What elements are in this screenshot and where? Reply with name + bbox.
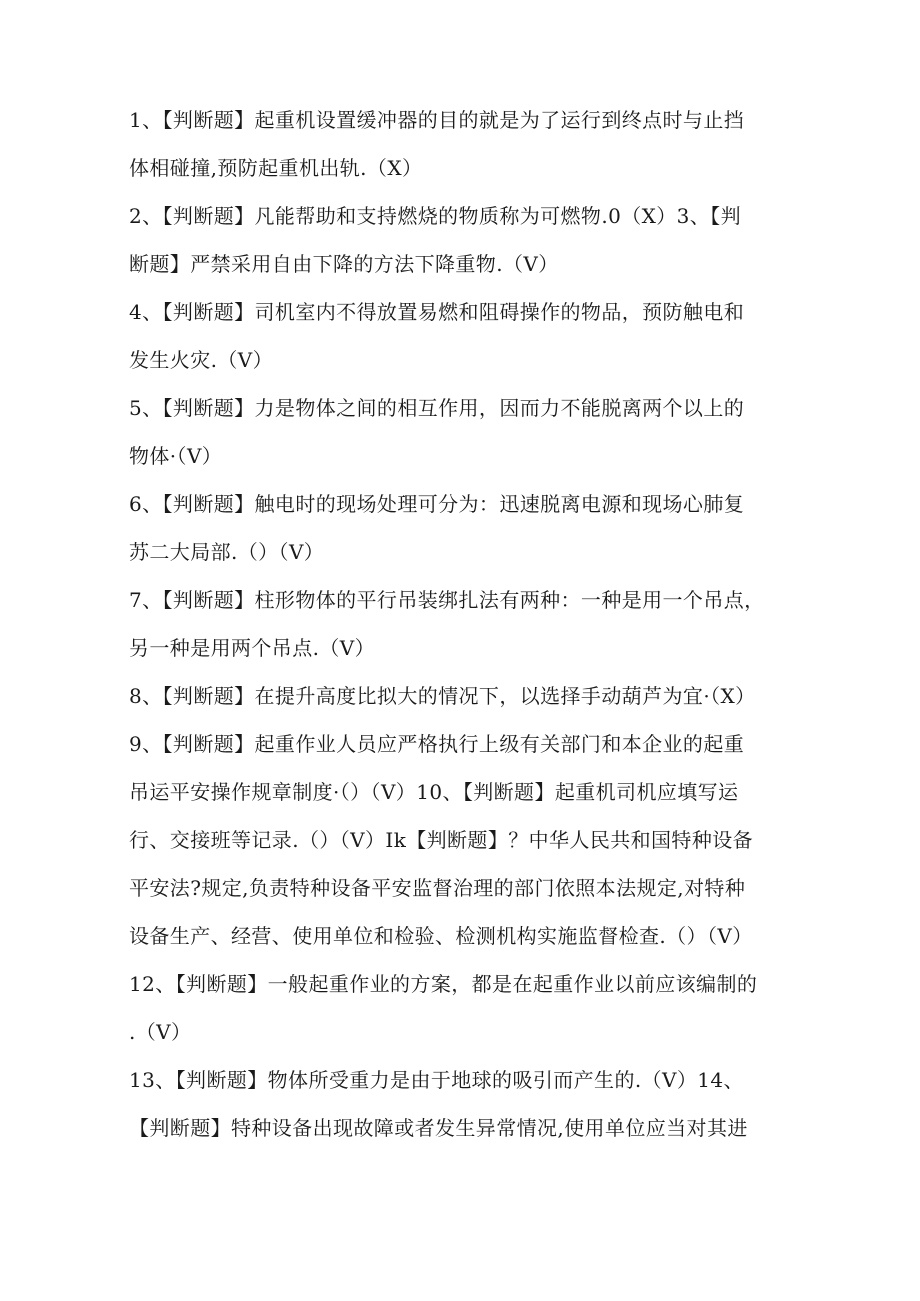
text-line: 吊运平安操作规章制度·（）（V）10、【判断题】起重机司机应填写运 <box>129 780 739 804</box>
text-line: 6、【判断题】触电时的现场处理可分为：迅速脱离电源和现场心肺复 <box>129 492 745 516</box>
text-line: 设备生产、经营、使用单位和检验、检测机构实施监督检查.（）（V） <box>129 924 753 948</box>
text-line: 2、【判断题】凡能帮助和支持燃烧的物质称为可燃物.0（X）3、【判 <box>129 204 741 228</box>
text-line: .（V） <box>129 1020 192 1044</box>
text-line: 苏二大局部.（）（V） <box>129 540 325 564</box>
text-line: 另一种是用两个吊点.（V） <box>129 636 376 660</box>
text-line: 4、【判断题】司机室内不得放置易燃和阻碍操作的物品，预防触电和 <box>129 300 745 324</box>
text-line: 行、交接班等记录.（）（V）Ik【判断题】？中华人民共和国特种设备 <box>129 828 754 852</box>
text-line: 1、【判断题】起重机设置缓冲器的目的就是为了运行到终点时与止挡 <box>129 108 745 132</box>
text-line: 物体·（V） <box>129 444 223 468</box>
text-line: 13、【判断题】物体所受重力是由于地球的吸引而产生的.（V）14、 <box>129 1068 744 1092</box>
text-line: 断题】严禁采用自由下降的方法下降重物.（V） <box>129 252 559 276</box>
text-line: 5、【判断题】力是物体之间的相互作用，因而力不能脱离两个以上的 <box>129 396 745 420</box>
text-line: 8、【判断题】在提升高度比拟大的情况下，以选择手动葫芦为宜·（X） <box>129 684 756 708</box>
text-line: 9、【判断题】起重作业人员应严格执行上级有关部门和本企业的起重 <box>129 732 745 756</box>
text-line: 【判断题】特种设备出现故障或者发生异常情况,使用单位应当对其进 <box>129 1116 748 1140</box>
text-line: 12、【判断题】一般起重作业的方案，都是在起重作业以前应该编制的 <box>129 972 758 996</box>
text-line: 平安法?规定,负责特种设备平安监督治理的部门依照本法规定,对特种 <box>129 876 746 900</box>
text-line: 7、【判断题】柱形物体的平行吊装绑扎法有两种：一种是用一个吊点， <box>129 588 765 612</box>
text-line: 体相碰撞,预防起重机出轨.（X） <box>129 156 423 180</box>
text-line: 发生火灾.（V） <box>129 348 274 372</box>
